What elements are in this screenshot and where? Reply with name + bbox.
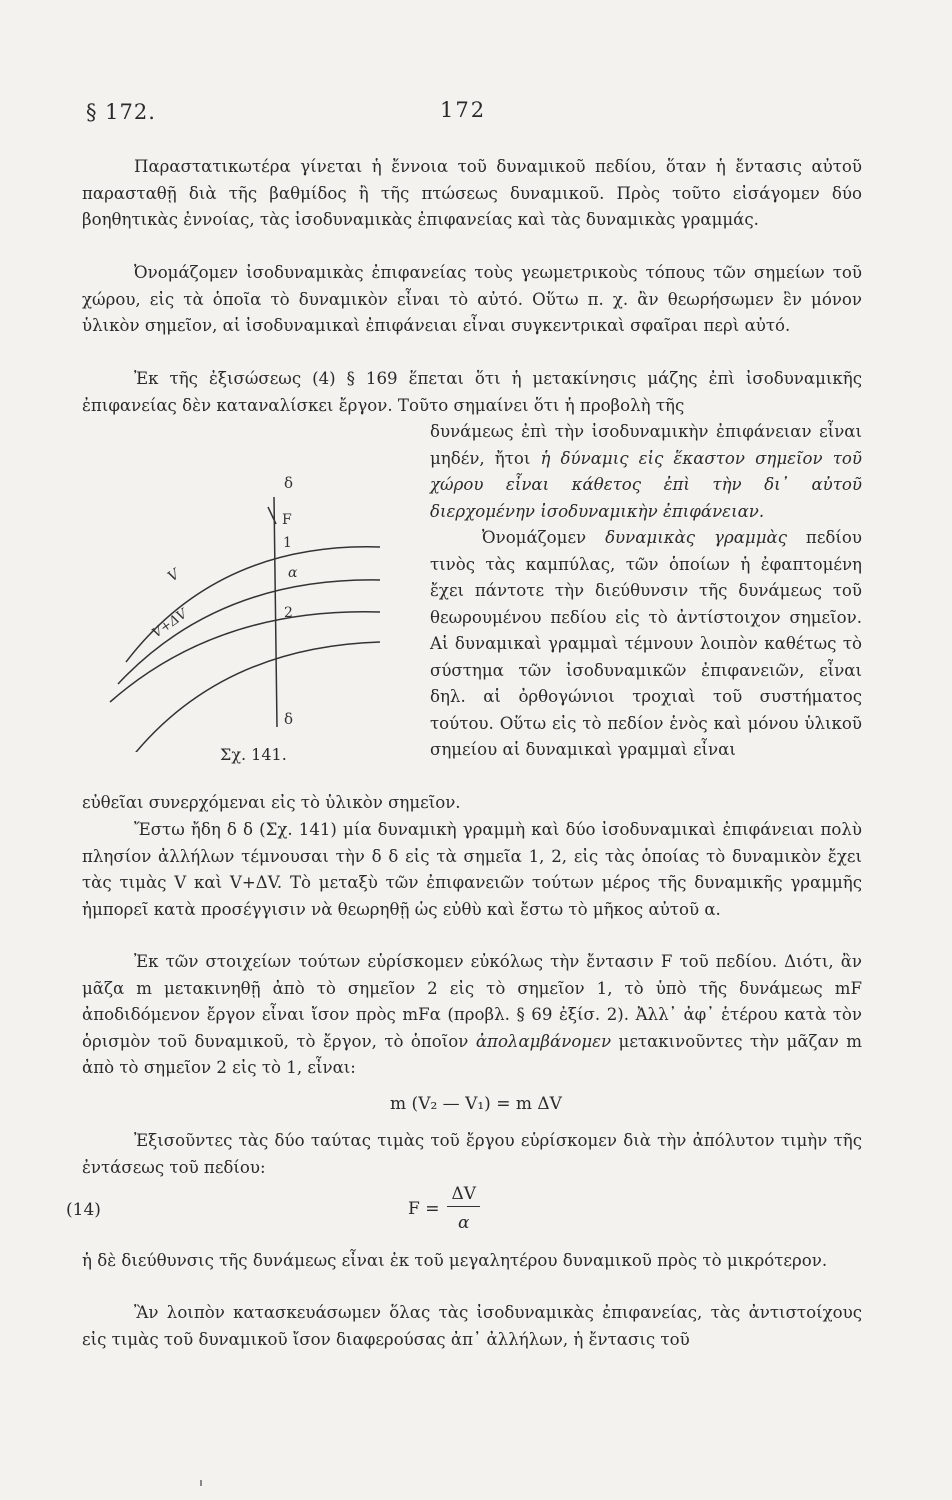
figure-caption: Σχ. 141. [220,745,287,764]
paragraph-setup: Ἔστω ἤδη δ δ (Σχ. 141) μία δυναμικὴ γραμμὴ καὶ δύο ἰσοδυναμικαὶ ἐπιφάνειαι πολὺ πλησίον ἀλλήλων τέμνουσαι τὴν δ δ εἰς τὰ σημεῖα 1, 2, εἰς τὰς ὁποίας τὸ δυναμικὸν ἔχει τὰς τιμὰς V καὶ V+ΔV. Τὸ μεταξὺ τῶν ἐπιφανειῶν τούτων μέρος τῆς δυναμικῆς γραμμῆς ἠμπορεῖ κατὰ προσέγγισιν νὰ θεωρηθῇ ὡς εὐθὺ καὶ ἔστω τὸ μῆκος αὐτοῦ α. [82,820,862,919]
equipotential-curve-3 [110,612,380,702]
equation-lhs: F = [408,1198,440,1219]
paragraph-lines-converge: εὐθεῖαι συνερχόμεναι εἰς τὸ ὑλικὸν σημεῖον. [82,793,461,812]
label-alpha: α [288,565,298,581]
text-end: μετακινοῦντες τὴν μᾶζαν m ἀπὸ τὸ σημεῖον 2 εἰς τὸ 1, εἶναι: [82,1031,862,1077]
label-1: 1 [283,535,292,551]
text-rest: πεδίου τινὸς τὰς καμπύλας, τῶν ὁποίων ἡ ἐφαπτομένη ἔχει πάντοτε τὴν διεύθυνσιν τῆς δυνάμεως τοῦ θεωρουμένου πεδίου εἰς τὸ ἀντίστοιχον σημεῖον. Αἱ δυναμικαὶ γραμμαὶ τέμνουν λοιπὸν καθέτως τὸ σύστημα τῶν ἰσοδυναμικῶν ἐπιφανειῶν, εἶναι δηλ. αἱ ὀρθογώνιοι τροχιαὶ τοῦ συστήματος τούτου. Οὕτω εἰς τὸ πεδίον ἑνὸς καὶ μόνου ὑλικοῦ σημείου αἱ δυναμικαὶ γραμμαὶ εἶναι [430,528,862,759]
label-F: F [282,512,292,528]
text-italic: ἀπολαμβάνομεν [475,1031,612,1051]
paragraph-intro: Παραστατικωτέρα γίνεται ἡ ἔννοια τοῦ δυναμικοῦ πεδίου, ὅταν ἡ ἔντασις αὐτοῦ παρασταθῇ διὰ τῆς βαθμίδος ἢ τῆς πτώσεως δυναμικοῦ. Πρὸς τοῦτο εἰσάγομεν δύο βοηθητικὰς ἐννοίας, τὰς ἰσοδυναμικὰς ἐπιφανείας καὶ τὰς δυναμικὰς γραμμάς. [82,157,862,229]
equation-number: (14) [66,1200,101,1220]
page-number: 172 [440,98,487,122]
paragraph-no-work: Ἐκ τῆς ἐξισώσεως (4) § 169 ἕπεται ὅτι ἡ μετακίνησις μάζης ἐπὶ ἰσοδυναμικῆς ἐπιφανείας δὲν καταναλίσκει ἔργον. Τοῦτο σημαίνει ὅτι ἡ προβολὴ τῆς [82,369,862,415]
equation-field-strength [408,1184,480,1233]
label-delta-top: δ [284,474,294,492]
equation-work: m (V₂ — V₁) = m ΔV [390,1094,562,1114]
text-plain: δυνάμεως ἐπὶ τὴν ἰσοδυναμικὴν ἐπιφάνειαν εἶναι μηδέν, ἤτοι [430,422,862,468]
paragraph-equipotential-definition: Ὀνομάζομεν ἰσοδυναμικὰς ἐπιφανείας τοὺς γεωμετρικοὺς τόπους τῶν σημείων τοῦ χώρου, εἰς τὰ ὁποῖα τὸ δυναμικὸν εἶναι τὸ αὐτό. Οὕτω π. χ. ἂν θεωρήσωμεν ἓν μόνον ὑλικὸν σημεῖον, αἱ ἰσοδυναμικαὶ ἐπιφάνειαι εἶναι συγκεντρικαὶ σφαῖραι περὶ αὐτό. [82,263,862,335]
paragraph-construct: Ἂν λοιπὸν κατασκευάσωμεν ὅλας τὰς ἰσοδυναμικὰς ἐπιφανείας, τὰς ἀντιστοίχους εἰς τιμὰς τοῦ δυναμικοῦ ἴσον διαφερούσας ἀπ᾽ ἀλλήλων, ἡ ἔντασις τοῦ [82,1303,862,1349]
text-italic-term: δυναμικὰς γραμμὰς [605,528,787,547]
paragraph-derivation [82,949,862,1082]
text-plain: Ἐκ τῶν στοιχείων τούτων εὑρίσκομεν εὐκόλως τὴν ἔντασιν F τοῦ πεδίου. Διότι, ἂν μᾶζα m μετακινηθῇ ἀπὸ τὸ σημεῖον 2 εἰς τὸ σημεῖον 1, τὸ ὑπὸ τῆς δυνάμεως mF ἀποδιδόμενον ἔργον εἶναι ἴσον πρὸς mFα (προβλ. § 69 ἐξίσ. 2). Ἀλλ᾽ ἀφ᾽ ἑτέρου κατὰ τὸν ὁρισμὸν τοῦ δυναμικοῦ, τὸ ἔργον, τὸ ὁποῖον [82,952,862,1051]
fraction-numerator: ΔV [447,1184,480,1207]
fraction-denominator: α [457,1213,470,1233]
label-V: V [165,566,183,586]
page-mark [200,1480,202,1486]
section-number: § 172. [86,100,156,124]
label-delta-bottom: δ [284,710,294,728]
paragraph-equating: Ἐξισοῦντες τὰς δύο ταύτας τιμὰς τοῦ ἔργου εὑρίσκομεν διὰ τὴν ἀπόλυτον τιμὴν τῆς ἐντάσεως τοῦ πεδίου: [82,1131,862,1177]
label-2: 2 [284,605,293,621]
label-V-plus-dV: V+ΔV [149,606,191,642]
paragraph-force-perpendicular [430,419,862,525]
figure-141 [108,462,408,752]
paragraph-direction: ἡ δὲ διεύθυνσις τῆς δυνάμεως εἶναι ἐκ τοῦ μεγαλητέρου δυναμικοῦ πρὸς τὸ μικρότερον. [82,1251,828,1270]
text-start: Ὀνομάζομεν [482,528,587,547]
equipotential-curve-4 [128,642,380,752]
fraction [447,1184,480,1233]
text-italic-theorem: ἡ δύναμις εἰς ἕκαστον σημεῖον τοῦ χώρου εἶναι κάθετος ἐπὶ τὴν δι᾽ αὐτοῦ διερχομένην ἰσοδυναμικὴν ἐπιφάνειαν. [430,448,862,521]
paragraph-field-lines-definition [430,525,862,764]
field-line-delta [274,497,277,727]
